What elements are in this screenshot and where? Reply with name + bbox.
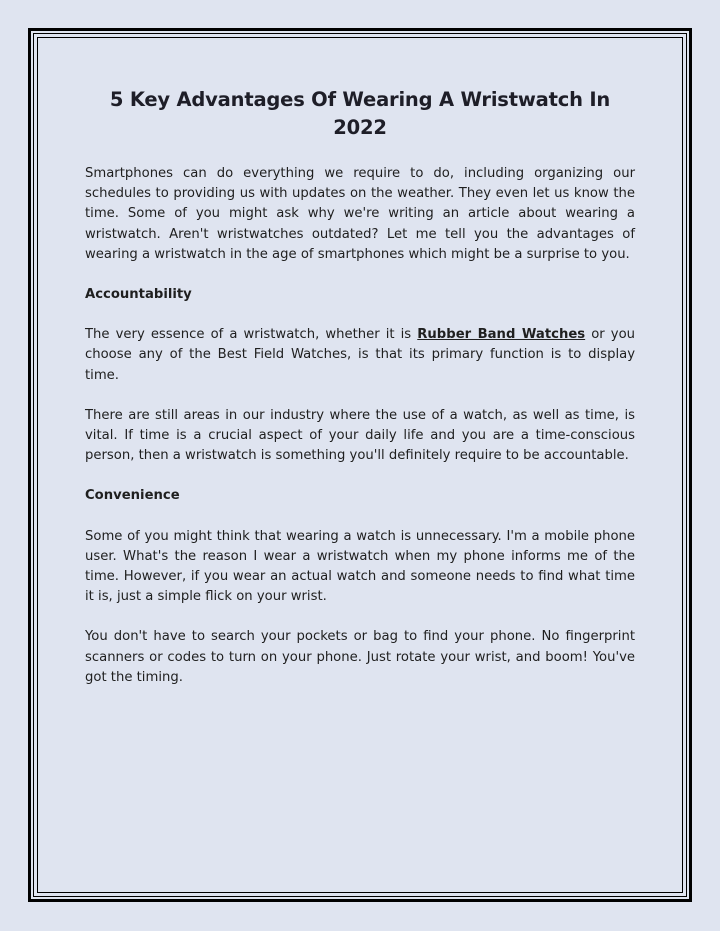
section-heading-accountability: Accountability xyxy=(85,287,192,303)
section-heading-convenience: Convenience xyxy=(85,488,180,504)
convenience-paragraph-1: Some of you might think that wearing a watch is unnecessary. I'm a mobile phone user. What's the reason I wear a wristwatch when my phone informs me of the time. However, if you wear an actual watch and someone needs to find what time it is, just a simple flick on your wrist. xyxy=(85,528,635,605)
text-segment: The very essence of a wristwatch, whether it is xyxy=(85,327,418,343)
text-segment: or you choose any of the xyxy=(85,327,636,363)
document-body xyxy=(85,86,635,688)
best-field-watches-link[interactable]: Best Field Watches xyxy=(217,347,348,363)
intro-paragraph: Smartphones can do everything we require to do, including organizing our schedules to providing us with updates on the weather. They even let us know the time. Some of you might ask why we're writing an article about wearing a wristwatch. Aren't wristwatches outdated? Let me tell you the advantages of wearing a wristwatch in the age of smartphones which might be a surprise to you. xyxy=(85,166,635,262)
accountability-paragraph-1 xyxy=(85,325,635,386)
rubber-band-watches-link[interactable]: Rubber Band Watches xyxy=(417,327,586,343)
text-segment: , is that its primary function is to display time. xyxy=(85,347,635,383)
convenience-paragraph-2: You don't have to search your pockets or bag to find your phone. No fingerprint scanners or codes to turn on your phone. Just rotate your wrist, and boom! You've got the timing. xyxy=(85,629,635,685)
page-title: 5 Key Advantages Of Wearing A Wristwatch In 2022 xyxy=(109,88,611,139)
accountability-paragraph-2: There are still areas in our industry where the use of a watch, as well as time, is vital. If time is a crucial aspect of your daily life and you are a time-conscious person, then a wristwatch is something you'll definitely require to be accountable. xyxy=(85,407,635,464)
